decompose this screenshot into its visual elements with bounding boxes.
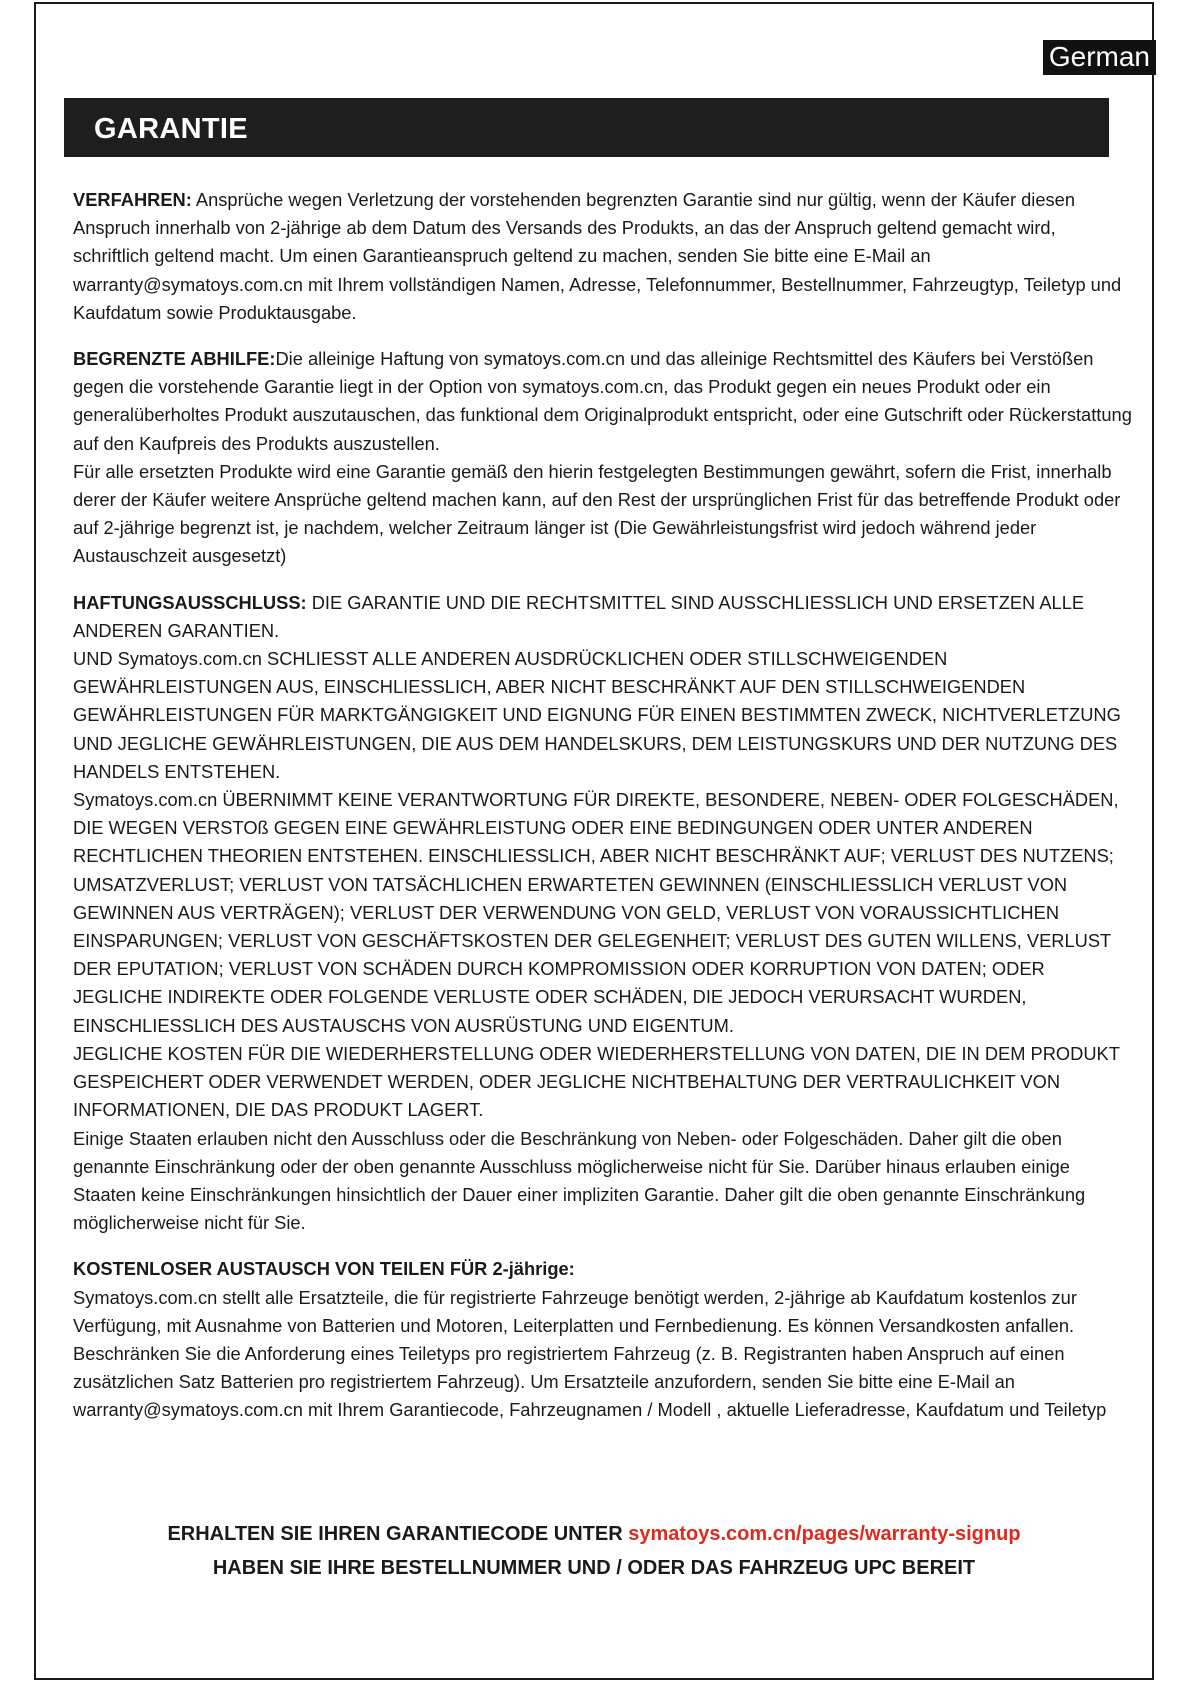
haftung-paragraph [73, 589, 1133, 645]
haftung-paragraph-2: UND Symatoys.com.cn SCHLIESST ALLE ANDEREN AUSDRÜCKLICHEN ODER STILLSCHWEIGENDEN GEWÄHRLEISTUNGEN AUS, EINSCHLIESSLICH, ABER NICHT BESCHRÄNKT AUF DEN STILLSCHWEIGENDEN GEWÄHRLEISTUNGEN FÜR MARKTGÄNGIGKEIT UND EIGNUNG FÜR EINEN BESTIMMTEN ZWECK, NICHTVERLETZUNG UND JEGLICHE GEWÄHRLEISTUNGEN, DIE AUS DEM HANDELSKURS, DEM LEISTUNGSKURS UND DER NUTZUNG DES HANDELS ENTSTEHEN. [73, 648, 1121, 782]
language-badge: German [1043, 40, 1156, 75]
section-verfahren [73, 186, 1133, 327]
abhilfe-paragraph-2: Für alle ersetzten Produkte wird eine Garantie gemäß den hierin festgelegten Bestimmungen gewährt, sofern die Frist, innerhalb derer der Käufer weitere Ansprüche geltend machen kann, auf den Rest der ursprünglichen Frist für das betreffende Produkt oder auf 2-jährige begrenzt ist, je nachdem, welcher Zeitraum länger ist (Die Gewährleistungsfrist wird jedoch während jeder Austauschzeit ausgesetzt) [73, 460, 1121, 567]
austausch-text: Symatoys.com.cn stellt alle Ersatzteile, die für registrierte Fahrzeuge benötigt werden, 2-jährige ab Kaufdatum kostenlos zur Verfügung, mit Ausnahme von Batterien und Motoren, Leiterplatten und Fernbedienung. Es können Versandkosten anfallen. Beschränken Sie die Anforderung eines Teiletyps pro registriertem Fahrzeug (z. B. Registranten haben Anspruch auf einen zusätzlichen Satz Batterien pro registriertem Fahrzeug). Um Ersatzteile anzufordern, senden Sie bitte eine E-Mail an warranty@symatoys.com.cn mit Ihrem Garantiecode, Fahrzeugnamen / Modell , aktuelle Lieferadresse, Kaufdatum und Teiletyp [73, 1286, 1107, 1421]
austausch-heading: KOSTENLOSER AUSTAUSCH VON TEILEN FÜR 2-jährige: [73, 1258, 575, 1280]
warranty-content [73, 186, 1133, 1443]
abhilfe-text: Die alleinige Haftung von symatoys.com.cn und das alleinige Rechtsmittel des Käufers bei Verstößen gegen die vorstehende Garantie liegt in der Option von symatoys.com.cn, das Produkt gegen ein neues Produkt oder ein generalüberholtes Produkt auszutauschen, das funktional dem Originalprodukt entspricht, oder eine Gutschrift oder Rückerstattung auf den Kaufpreis des Produkts auszustellen. [73, 348, 1132, 454]
section-austausch [73, 1255, 1133, 1424]
page-title: GARANTIE [94, 113, 248, 145]
haftung-paragraph-4: JEGLICHE KOSTEN FÜR DIE WIEDERHERSTELLUNG ODER WIEDERHERSTELLUNG VON DATEN, DIE IN DEM PRODUKT GESPEICHERT ODER VERWENDET WERDEN, ODER JEGLICHE NICHTBEHALTUNG DER VERTRAULICHKEIT VON INFORMATIONEN, DIE DAS PRODUKT LAGERT. [73, 1042, 1120, 1121]
section-haftung [73, 589, 1133, 1238]
section-abhilfe [73, 345, 1133, 571]
footer-prefix: ERHALTEN SIE IHREN GARANTIECODE UNTER [167, 1523, 629, 1545]
abhilfe-heading: BEGRENZTE ABHILFE: [73, 348, 276, 370]
haftung-paragraph-3: Symatoys.com.cn ÜBERNIMMT KEINE VERANTWORTUNG FÜR DIREKTE, BESONDERE, NEBEN- ODER FOLGESCHÄDEN, DIE WEGEN VERSTOß GEGEN EINE GEWÄHRLEISTUNG ODER EINE BEDINGUNGEN ODER UNTER ANDEREN RECHTLICHEN THEORIEN ENTSTEHEN. EINSCHLIESSLICH, ABER NICHT BESCHRÄNKT AUF; VERLUST DES NUTZENS; UMSATZVERLUST; VERLUST VON TATSÄCHLICHEN ERWARTETEN GEWINNEN (EINSCHLIESSLICH VERLUST VON GEWINNEN AUS VERTRÄGEN); VERLUST DER VERWENDUNG VON GELD, VERLUST VON VORAUSSICHTLICHEN EINSPARUNGEN; VERLUST VON GESCHÄFTSKOSTEN DER GELEGENHEIT; VERLUST DES GUTEN WILLENS, VERLUST DER EPUTATION; VERLUST VON SCHÄDEN DURCH KOMPROMISSION ODER KORRUPTION VON DATEN; ODER JEGLICHE INDIREKTE ODER FOLGENDE VERLUSTE ODER SCHÄDEN, DIE JEDOCH VERURSACHT WURDEN, EINSCHLIESSLICH DES AUSTAUSCHS VON AUSRÜSTUNG UND EIGENTUM. [73, 789, 1119, 1036]
title-bar [64, 98, 1109, 157]
warranty-signup-link[interactable]: symatoys.com.cn/pages/warranty-signup [628, 1523, 1021, 1545]
footer-line-2: HABEN SIE IHRE BESTELLNUMMER UND / ODER DAS FAHRZEUG UPC BEREIT [212, 1557, 976, 1579]
abhilfe-paragraph [73, 345, 1133, 458]
verfahren-text: Ansprüche wegen Verletzung der vorstehenden begrenzten Garantie sind nur gültig, wenn der Käufer diesen Anspruch innerhalb von 2-jährige ab dem Datum des Versands des Produkts, an das der Anspruch geltend gemacht wird, schriftlich geltend macht. Um einen Garantieanspruch geltend zu machen, senden Sie bitte eine E-Mail an warranty@symatoys.com.cn mit Ihrem vollständigen Namen, Adresse, Telefonnummer, Bestellnummer, Fahrzeugtyp, Teiletyp und Kaufdatum sowie Produktausgabe. [73, 189, 1122, 323]
verfahren-heading: VERFAHREN: [73, 189, 192, 210]
haftung-heading: HAFTUNGSAUSSCHLUSS: [73, 591, 307, 613]
verfahren-paragraph [73, 186, 1133, 327]
haftung-text: DIE GARANTIE UND DIE RECHTSMITTEL SIND AUSSCHLIESSLICH UND ERSETZEN ALLE ANDEREN GARANTIEN. [73, 591, 1085, 641]
footer-line-1 [34, 1519, 1154, 1549]
haftung-paragraph-5: Einige Staaten erlauben nicht den Ausschluss oder die Beschränkung von Neben- oder Folgeschäden. Daher gilt die oben genannte Einschränkung oder der oben genannte Ausschluss möglicherweise nicht für Sie. Darüber hinaus erlauben einige Staaten keine Einschränkungen hinsichtlich der Dauer einer impliziten Garantie. Daher gilt die oben genannte Einschränkung möglicherweise nicht für Sie. [73, 1127, 1086, 1234]
